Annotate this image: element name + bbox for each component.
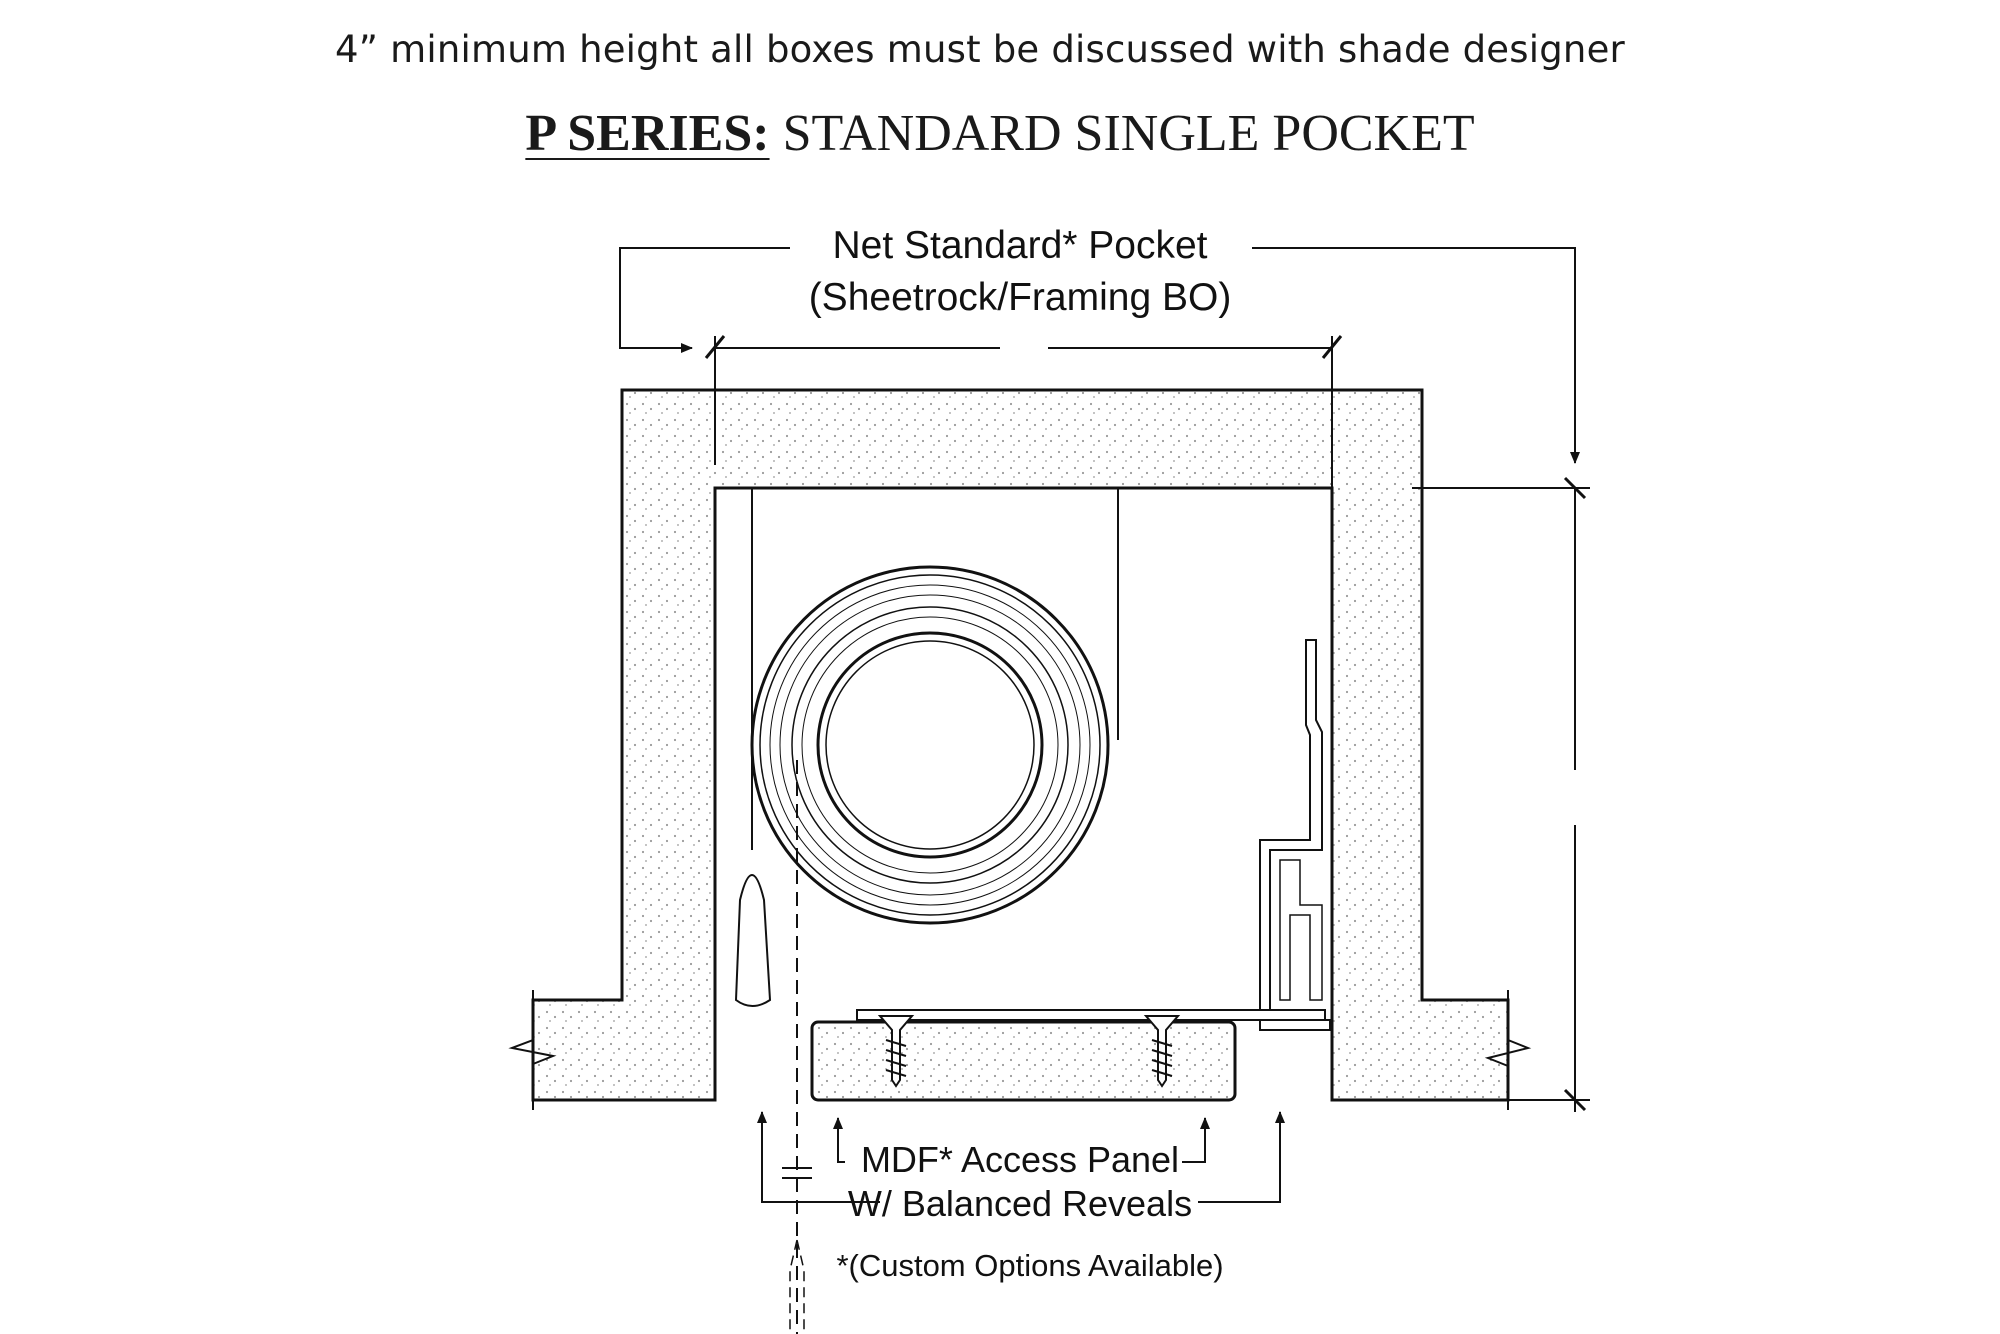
bracket-clip [1280,860,1322,1000]
series-title: STANDARD SINGLE POCKET [782,105,1475,162]
mdf-access-panel [812,1022,1235,1100]
reveals-label: W/ Balanced Reveals [847,1183,1193,1224]
framing-pocket [533,390,1508,1100]
custom-options-label: *(Custom Options Available) [836,1248,1224,1283]
net-pocket-label: Net Standard* Pocket [832,224,1208,267]
panel-label: MDF* Access Panel [860,1139,1180,1180]
series-name: P SERIES: [525,105,770,162]
roller-tube [752,567,1108,923]
panel-rail [857,1010,1325,1020]
hem-bar [736,875,770,1006]
header-note: 4” minimum height all boxes must be discussed with shade designer [335,28,1625,71]
net-pocket-sublabel: (Sheetrock/Framing BO) [808,276,1232,319]
